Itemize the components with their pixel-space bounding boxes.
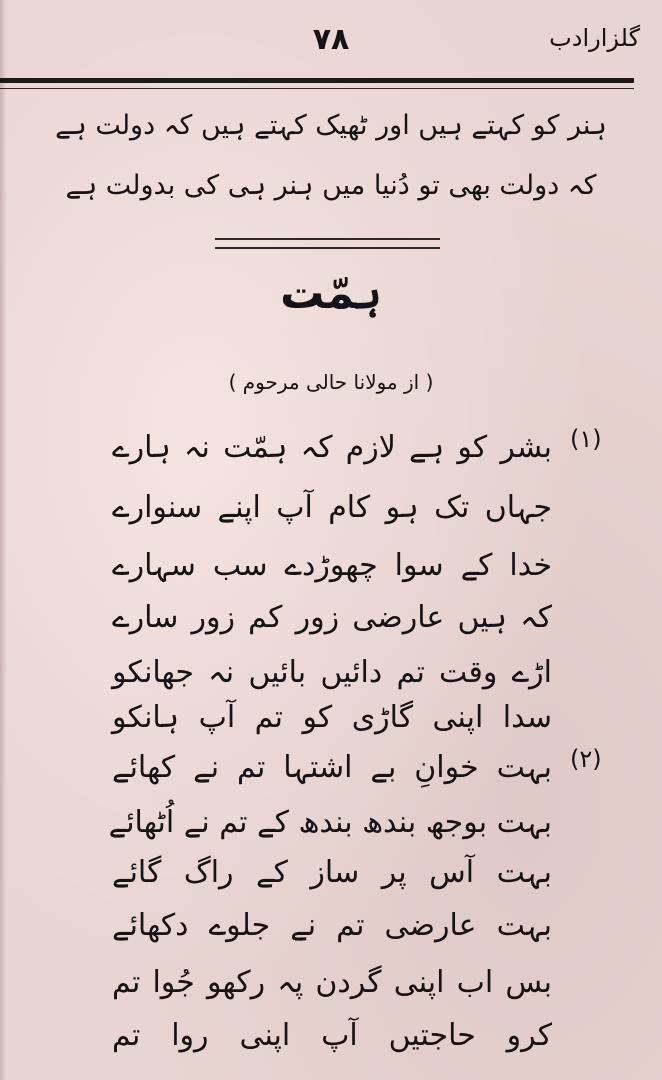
verse-line: سدا اپنی گاڑی کو تم آپ ہانکو — [112, 700, 552, 735]
verse-line: خدا کے سوا چھوڑدے سب سہارے — [112, 548, 552, 583]
poem-attribution: ( از مولانا حالی مرحوم ) — [228, 370, 434, 394]
verse-line: کہ ہیں عارضی زور کم زور سارے — [112, 600, 552, 635]
header-rule-thin — [0, 88, 634, 89]
section-divider — [215, 238, 440, 249]
stanza-number: (۲) — [570, 745, 602, 773]
verse-line: جہاں تک ہو کام آپ اپنے سنوارے — [112, 490, 552, 525]
book-title: گلزارادب — [549, 24, 640, 52]
verse-line: بہت عارضی تم نے جلوے دکھائے — [112, 908, 552, 943]
verse-line: بہت خوانِ بے اشتہا تم نے کھائے — [112, 750, 552, 785]
page-number: ۷۸ — [312, 22, 350, 57]
couplet-line: کہ دولت بھی تو دُنیا میں ہنر ہی کی بدولت ہے — [65, 170, 597, 201]
page-header — [0, 18, 662, 68]
verse-line: اڑے وقت تم دائیں بائیں نہ جھانکو — [112, 655, 552, 690]
verse-line: بہت آس پر ساز کے راگ گائے — [112, 855, 552, 890]
verse-line: بس اب اپنی گردن پہ رکھو جُوا تم — [112, 965, 552, 1000]
verse-line: بہت بوجھ بندھ بندھ کے تم نے اُٹھائے — [108, 805, 552, 840]
poem-title: ہمّت — [280, 268, 382, 319]
header-rule-thick — [0, 78, 634, 83]
verse-line: کرو حاجتیں آپ اپنی روا تم — [112, 1018, 552, 1053]
couplet-line: ہنر کو کہتے ہیں اور ٹھیک کہتے ہیں کہ دولت ہے — [55, 110, 607, 141]
verse-line: بشر کو ہے لازم کہ ہمّت نہ ہارے — [112, 430, 552, 465]
stanza-number: (۱) — [570, 425, 602, 453]
